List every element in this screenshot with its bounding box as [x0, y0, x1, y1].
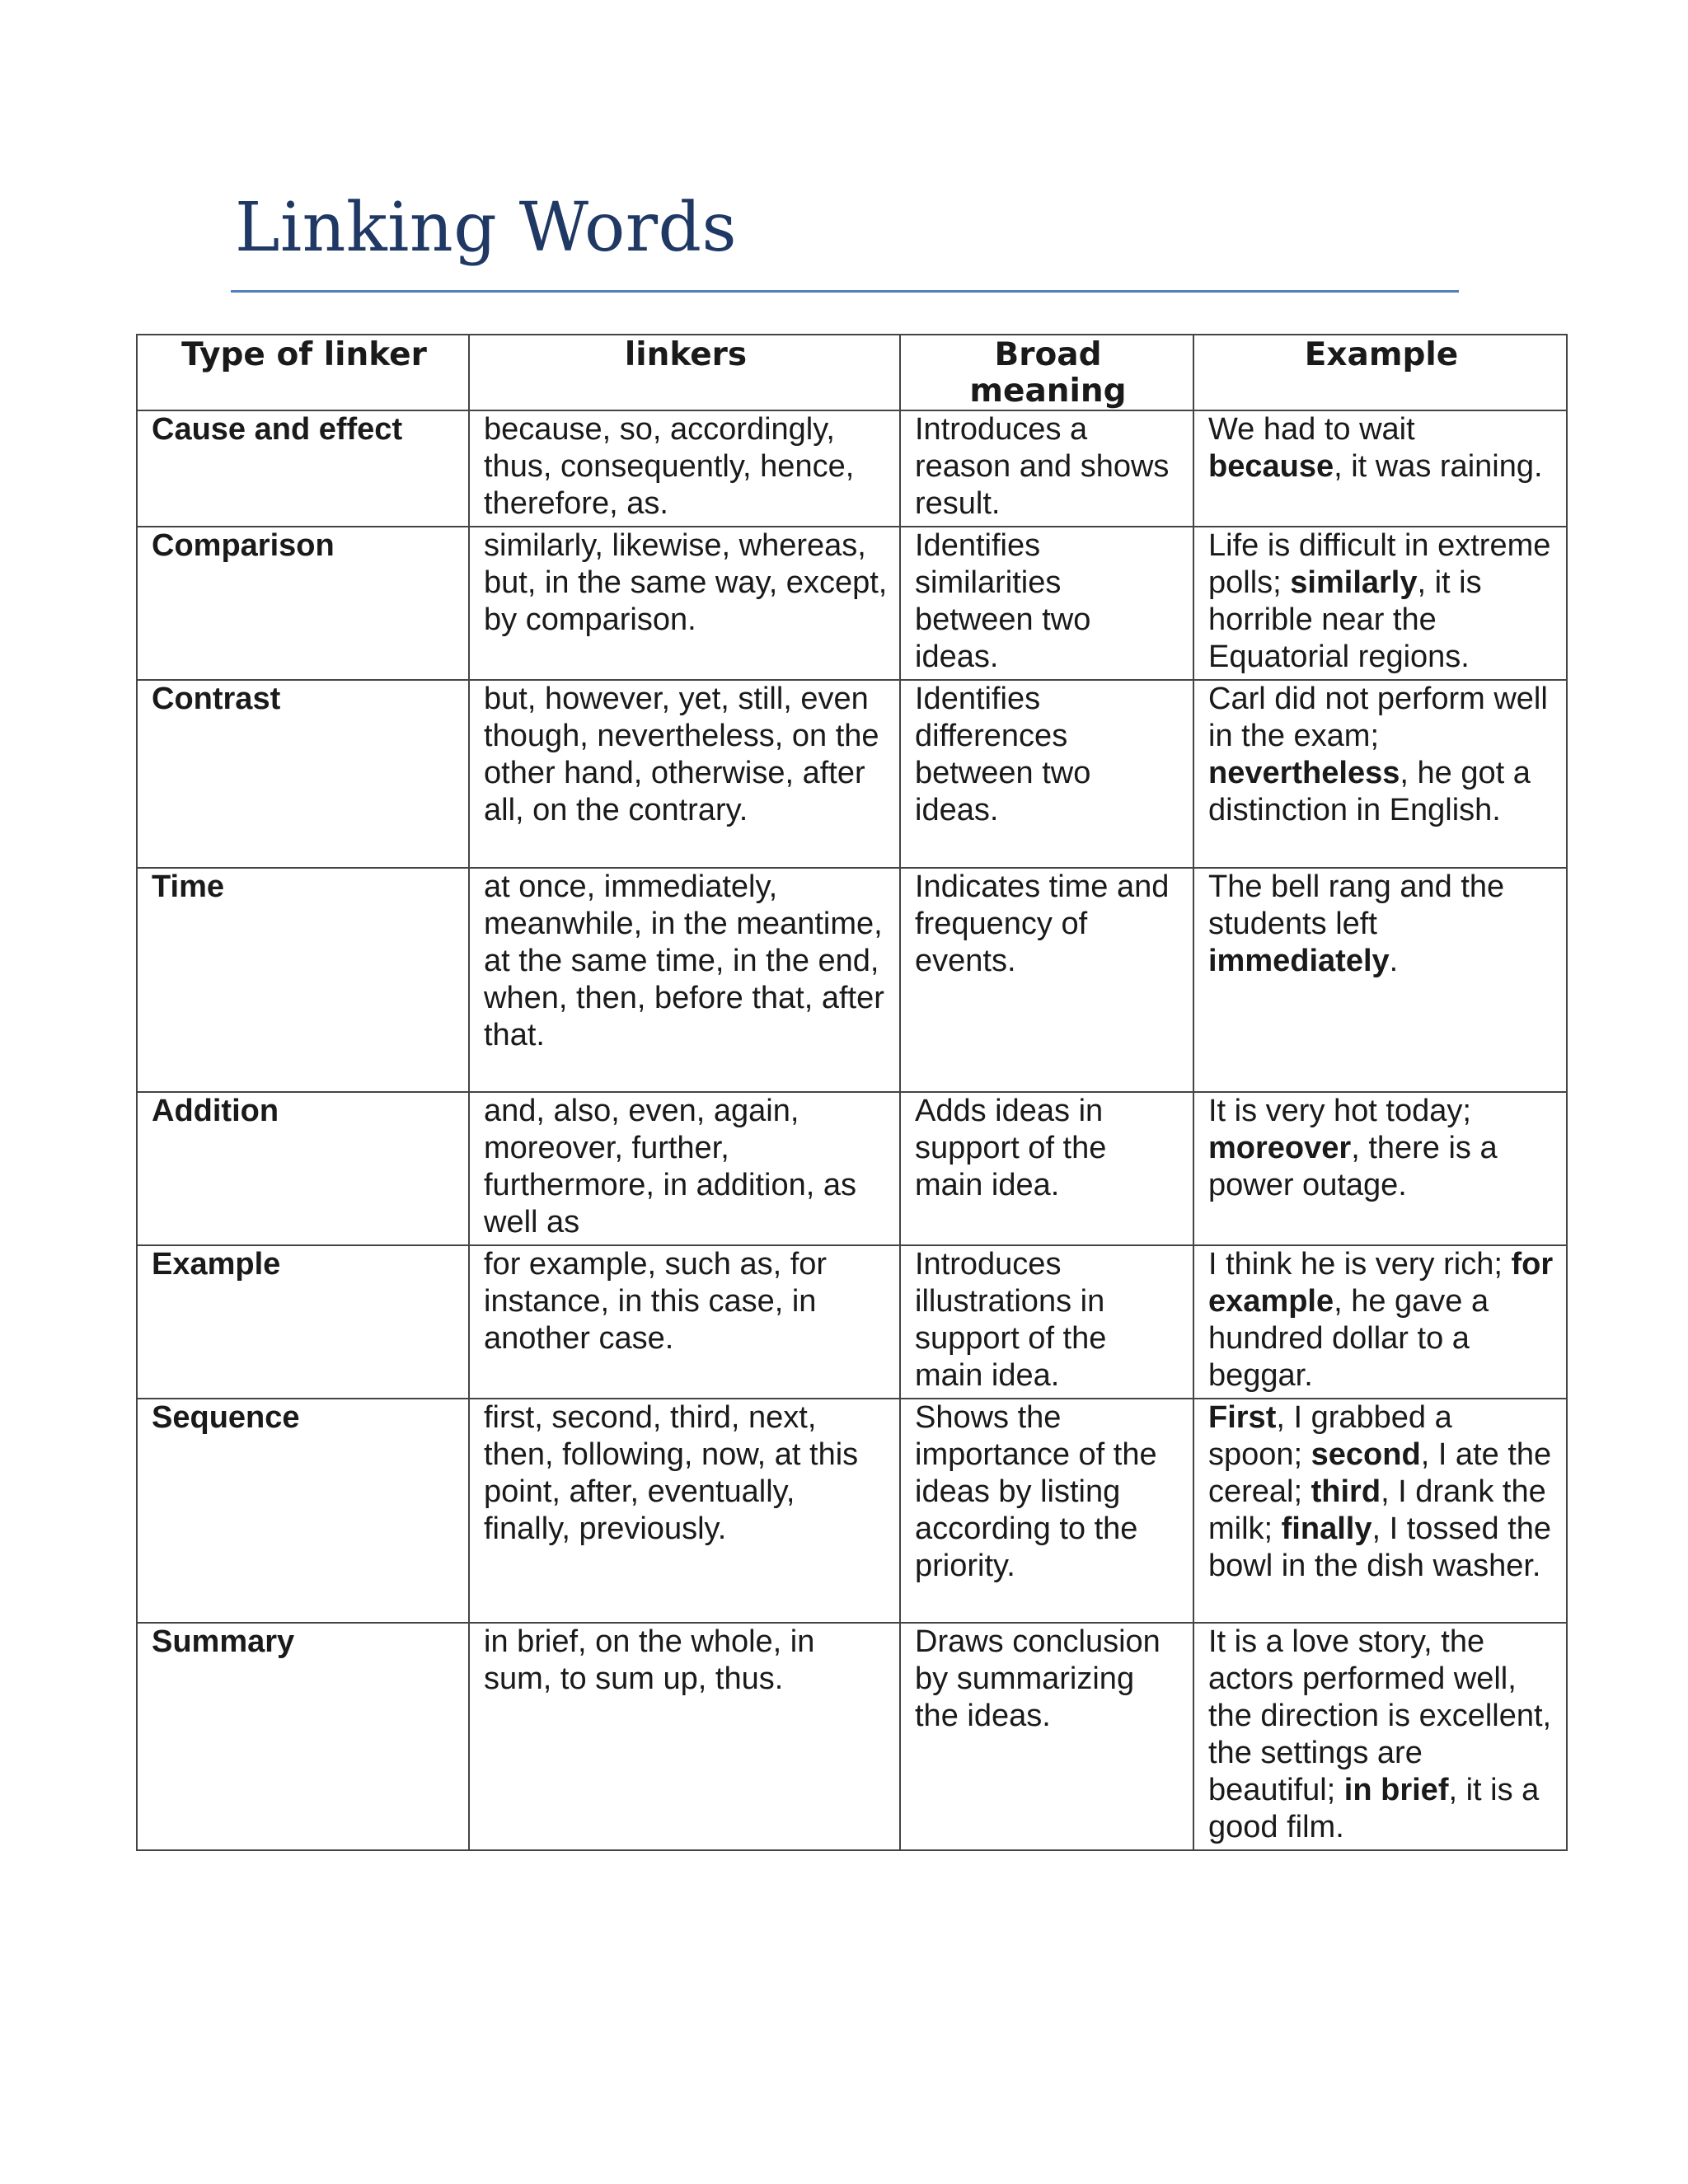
linkers-cell: and, also, even, again, moreover, further, furthermore, in addition, as well as: [469, 1092, 900, 1245]
example-keyword: third: [1311, 1474, 1381, 1509]
meaning-cell: Introduces a reason and shows result.: [900, 410, 1193, 527]
example-cell: [1193, 1399, 1567, 1623]
type-cell: Time: [137, 868, 469, 1092]
example-segment: , I ate the cereal;: [1208, 1437, 1552, 1509]
linkers-cell: but, however, yet, still, even though, nevertheless, on the other hand, otherwise, after all, on the contrary.: [469, 680, 900, 868]
table-row: [137, 1623, 1567, 1850]
example-segment: , I drank the milk;: [1208, 1474, 1546, 1546]
meaning-cell: Indicates time and frequency of events.: [900, 868, 1193, 1092]
example-cell: [1193, 680, 1567, 868]
linkers-cell: first, second, third, next, then, following, now, at this point, after, eventually, finally, previously.: [469, 1399, 900, 1623]
example-cell: [1193, 1623, 1567, 1850]
header-linkers: linkers: [469, 335, 900, 410]
type-cell: Comparison: [137, 527, 469, 680]
example-segment: , I tossed the bowl in the dish washer.: [1208, 1511, 1552, 1583]
type-cell: Sequence: [137, 1399, 469, 1623]
table-row: [137, 1399, 1567, 1623]
example-keyword: finally: [1281, 1511, 1372, 1546]
example-segment: .: [1389, 944, 1399, 978]
example-cell: [1193, 1092, 1567, 1245]
example-segment: I think he is very rich;: [1208, 1247, 1512, 1282]
example-segment: , it is horrible near the Equatorial regions.: [1208, 565, 1482, 674]
example-keyword: immediately: [1208, 944, 1390, 978]
linkers-cell: at once, immediately, meanwhile, in the meantime, at the same time, in the end, when, then, before that, after that.: [469, 868, 900, 1092]
example-keyword: First: [1208, 1400, 1277, 1435]
example-segment: The bell rang and the students left: [1208, 869, 1505, 941]
meaning-cell: Identifies similarities between two ideas.: [900, 527, 1193, 680]
example-segment: , he gave a hundred dollar to a beggar.: [1208, 1284, 1489, 1393]
linkers-cell: in brief, on the whole, in sum, to sum up, thus.: [469, 1623, 900, 1850]
table-row: [137, 410, 1567, 527]
example-cell: [1193, 527, 1567, 680]
table-row: [137, 527, 1567, 680]
meaning-cell: Identifies differences between two ideas.: [900, 680, 1193, 868]
example-keyword: nevertheless: [1208, 756, 1400, 790]
example-segment: Carl did not perform well in the exam;: [1208, 682, 1548, 753]
example-segment: We had to wait: [1208, 412, 1415, 447]
example-segment: , it was raining.: [1334, 449, 1543, 484]
type-cell: Addition: [137, 1092, 469, 1245]
example-cell: [1193, 410, 1567, 527]
type-cell: Summary: [137, 1623, 469, 1850]
type-cell: Cause and effect: [137, 410, 469, 527]
meaning-cell: Shows the importance of the ideas by listing according to the priority.: [900, 1399, 1193, 1623]
example-keyword: because: [1208, 449, 1334, 484]
header-type-of-linker: Type of linker: [137, 335, 469, 410]
title-divider: [231, 290, 1459, 293]
table-body: [137, 410, 1567, 1850]
example-segment: , I grabbed a spoon;: [1208, 1400, 1452, 1472]
table-header-row: [137, 335, 1567, 410]
example-keyword: moreover: [1208, 1131, 1352, 1165]
linkers-cell: similarly, likewise, whereas, but, in the same way, except, by comparison.: [469, 527, 900, 680]
page-title: Linking Words: [235, 189, 738, 267]
example-keyword: second: [1311, 1437, 1421, 1472]
table-row: [137, 1245, 1567, 1399]
linkers-cell: for example, such as, for instance, in this case, in another case.: [469, 1245, 900, 1399]
meaning-cell: Draws conclusion by summarizing the ideas.: [900, 1623, 1193, 1850]
example-segment: , he got a distinction in English.: [1208, 756, 1531, 827]
meaning-cell: Introduces illustrations in support of the main idea.: [900, 1245, 1193, 1399]
table-row: [137, 680, 1567, 868]
table-row: [137, 1092, 1567, 1245]
example-keyword: similarly: [1290, 565, 1418, 600]
example-cell: [1193, 1245, 1567, 1399]
type-cell: Contrast: [137, 680, 469, 868]
example-keyword: for example: [1208, 1247, 1554, 1319]
linkers-cell: because, so, accordingly, thus, consequently, hence, therefore, as.: [469, 410, 900, 527]
header-broad-meaning: Broad meaning: [900, 335, 1193, 410]
example-segment: It is a love story, the actors performed well, the direction is excellent, the settings are beautiful;: [1208, 1624, 1552, 1807]
linking-words-table: [136, 334, 1568, 1851]
table-row: [137, 868, 1567, 1092]
example-keyword: in brief: [1343, 1773, 1449, 1807]
meaning-cell: Adds ideas in support of the main idea.: [900, 1092, 1193, 1245]
example-segment: It is very hot today;: [1208, 1094, 1471, 1128]
header-example: Example: [1193, 335, 1567, 410]
example-segment: , it is a good film.: [1208, 1773, 1540, 1844]
type-cell: Example: [137, 1245, 469, 1399]
example-segment: , there is a power outage.: [1208, 1131, 1498, 1202]
example-cell: [1193, 868, 1567, 1092]
example-segment: Life is difficult in extreme polls;: [1208, 528, 1551, 600]
